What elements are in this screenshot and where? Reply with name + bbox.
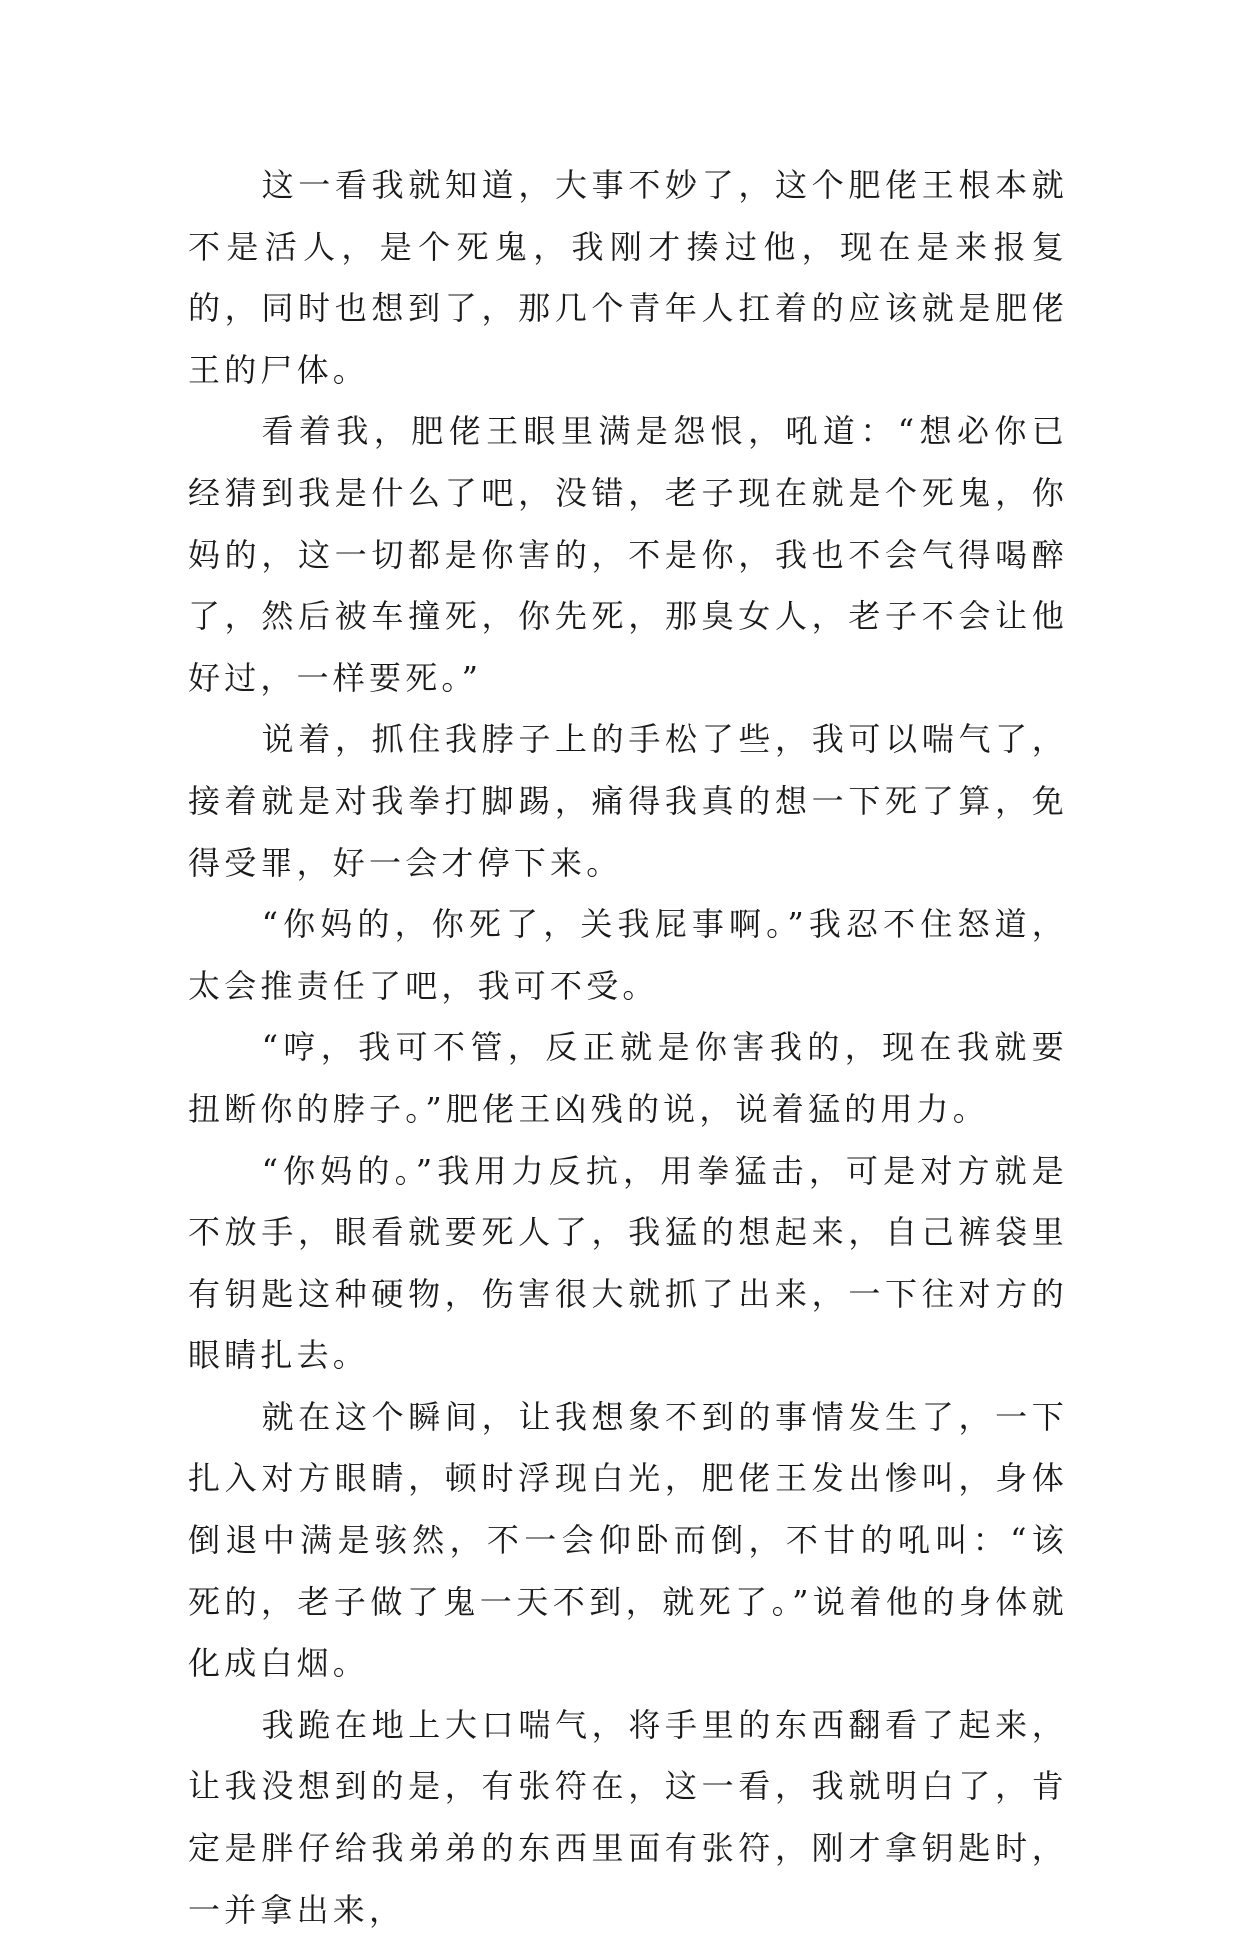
- paragraph: “你妈的。”我用力反抗，用拳猛击，可是对方就是不放手，眼看就要死人了，我猛的想起来，自己裤袋里有钥匙这种硬物，伤害很大就抓了出来，一下往对方的眼睛扎去。: [188, 1151, 1068, 1375]
- paragraph: 看着我，肥佬王眼里满是怨恨，吼道：“想必你已经猜到我是什么了吧，没错，老子现在就是个死鬼，你妈的，这一切都是你害的，不是你，我也不会气得喝醉了，然后被车撞死，你先死，那臭女人，老子不会让他好过，一样要死。”: [188, 412, 1068, 697]
- paragraph: 我跪在地上大口喘气，将手里的东西翻看了起来，让我没想到的是，有张符在，这一看，我就明白了，肯定是胖仔给我弟弟的东西里面有张符，刚才拿钥匙时，一并拿出来，: [188, 1705, 1068, 1929]
- paragraph: “你妈的，你死了，关我屁事啊。”我忍不住怒道，太会推责任了吧，我可不受。: [188, 905, 1068, 1005]
- paragraph: “哼，我可不管，反正就是你害我的，现在我就要扭断你的脖子。”肥佬王凶残的说，说着猛的用力。: [188, 1028, 1068, 1128]
- document-body: [188, 155, 1068, 1941]
- paragraph: 说着，抓住我脖子上的手松了些，我可以喘气了，接着就是对我拳打脚踢，痛得我真的想一下死了算，免得受罪，好一会才停下来。: [188, 720, 1068, 882]
- paragraph: 这一看我就知道，大事不妙了，这个肥佬王根本就不是活人，是个死鬼，我刚才揍过他，现在是来报复的，同时也想到了，那几个青年人扛着的应该就是肥佬王的尸体。: [188, 166, 1068, 389]
- paragraph: 就在这个瞬间，让我想象不到的事情发生了，一下扎入对方眼睛，顿时浮现白光，肥佬王发出惨叫，身体倒退中满是骇然，不一会仰卧而倒，不甘的吼叫：“该死的，老子做了鬼一天不到，就死了。”说着他的身体就化成白烟。: [188, 1397, 1068, 1683]
